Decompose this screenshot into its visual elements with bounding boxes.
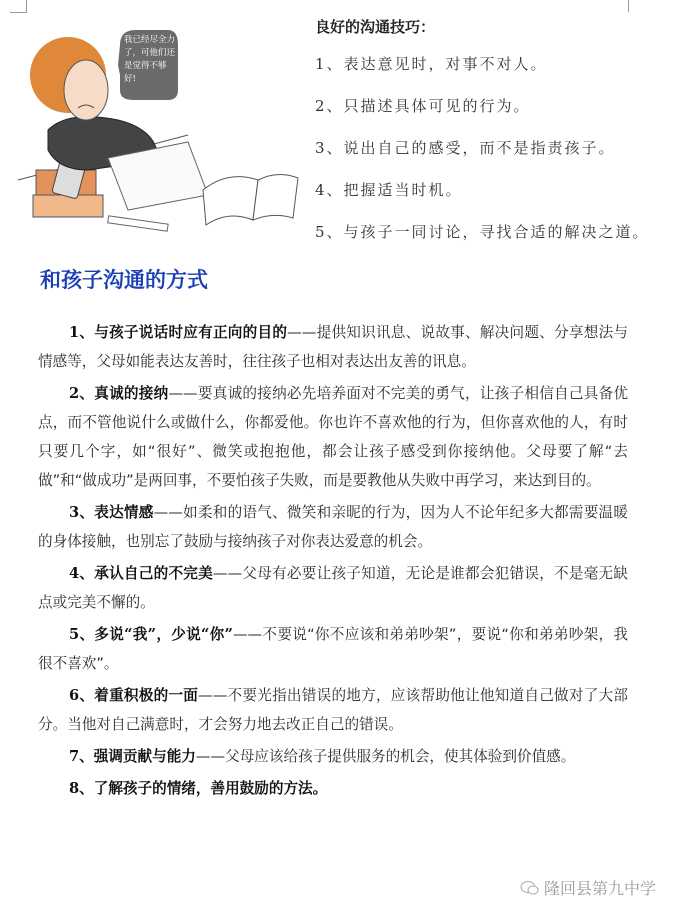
paragraph-title: 8、了解孩子的情绪，善用鼓励的方法。 — [69, 780, 328, 797]
paragraph — [38, 774, 628, 803]
paragraph — [38, 498, 628, 556]
paragraph-text: ——要真诚的接纳必先培养面对不完美的勇气，让孩子相信自己具备优点，而不管他说什么或做什么，你都爱他。你也许不喜欢他的行为，但你喜欢他的人，有时只要几个字，如“很好”、微笑或抱抱他，都会让孩子感受到你接纳他。父母要了解“去做”和“做成功”是两回事，不要怕孩子失败，而是要教他从失败中再学习，来达到目的。 — [38, 385, 628, 489]
paragraph-text: ——父母有必要让孩子知道，无论是谁都会犯错误，不是毫无缺点或完美不懈的。 — [38, 565, 628, 611]
paragraph — [38, 620, 628, 678]
paragraph-title: 7、强调贡献与能力 — [69, 748, 196, 765]
paragraph-text: ——父母应该给孩子提供服务的机会，使其体验到价值感。 — [195, 748, 576, 765]
paragraph — [38, 681, 628, 739]
paragraph-title: 1、与孩子说话时应有正向的目的 — [69, 324, 288, 341]
paragraph-text: ——不要光指出错误的地方，应该帮助他让他知道自己做对了大部分。当他对自己满意时，才会努力地去改正自己的错误。 — [38, 687, 628, 733]
paragraph — [38, 379, 628, 495]
paragraph-title: 4、承认自己的不完美 — [69, 565, 213, 582]
paragraph-text: ——如柔和的语气、微笑和亲昵的行为，因为人不论年纪多大都需要温暖的身体接触，也别忘了鼓励与接纳孩子对你表达爱意的机会。 — [38, 504, 628, 550]
tip-item: 4、把握适当时机。 — [315, 181, 463, 199]
tips-title: 良好的沟通技巧： — [315, 18, 436, 36]
paragraph-text: ——提供知识讯息、说故事、解决问题、分享想法与情感等，父母如能表达友善时，往往孩子也相对表达出友善的讯息。 — [38, 324, 628, 370]
stressed-child-illustration — [8, 20, 308, 235]
paragraph — [38, 559, 628, 617]
tip-item: 5、与孩子一同讨论，寻找合适的解决之道。 — [315, 223, 650, 241]
paragraph-title: 3、表达情感 — [69, 504, 154, 521]
tip-item: 2、只描述具体可见的行为。 — [315, 97, 531, 115]
paragraph — [38, 318, 628, 376]
speech-bubble-text: 我已经尽全力了，可他们还是觉得不够好! — [124, 35, 176, 84]
page-corner-mark — [628, 0, 629, 12]
communication-tips — [315, 16, 685, 264]
tip-item: 3、说出自己的感受，而不是指责孩子。 — [315, 139, 616, 157]
page-corner-mark — [10, 0, 27, 13]
paragraph-title: 2、真诚的接纳 — [69, 385, 169, 402]
article-body — [38, 318, 628, 806]
paragraph-title: 5、多说“我”，少说“你” — [69, 626, 233, 643]
watermark-text: 隆回县第九中学 — [544, 879, 657, 898]
paragraph-text: ——不要说“你不应该和弟弟吵架”，要说“你和弟弟吵架，我很不喜欢”。 — [38, 626, 628, 672]
tip-item: 1、表达意见时，对事不对人。 — [315, 55, 548, 73]
section-heading: 和孩子沟通的方式 — [40, 268, 208, 292]
watermark — [520, 876, 656, 899]
paragraph — [38, 742, 628, 771]
wechat-icon — [520, 880, 540, 896]
paragraph-title: 6、着重积极的一面 — [69, 687, 199, 704]
